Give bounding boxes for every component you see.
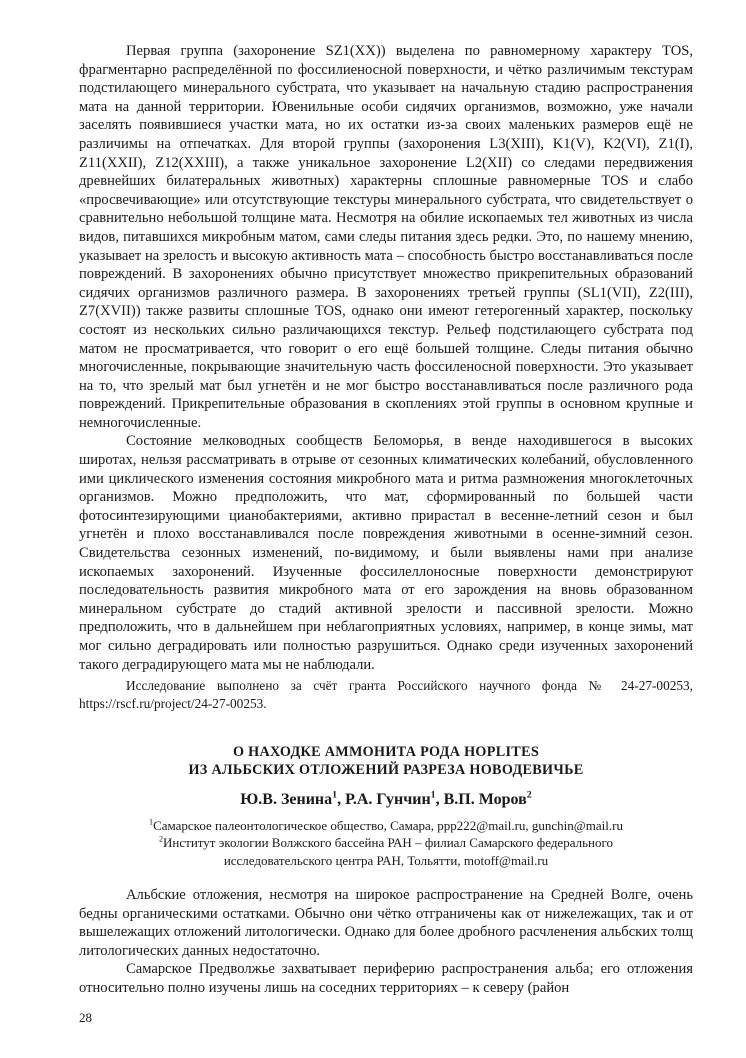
article-title-line-2: ИЗ АЛЬБСКИХ ОТЛОЖЕНИЙ РАЗРЕЗА НОВОДЕВИЧЬЕ bbox=[188, 762, 584, 778]
article-paragraph: Самарское Предволжье захватывает периферию распространения альба; его отложения относительно полно изучены лишь на соседних территориях – к северу (район bbox=[79, 961, 693, 996]
author-list: Ю.В. Зенина$^1$, Р.А. Гунчин$^1$, В.П. Моров$^2$ bbox=[240, 789, 532, 808]
affiliation-2-line-2: исследовательского центра РАН, Тольятти, motoff@mail.ru bbox=[223, 852, 549, 868]
article-title-line-1: О НАХОДКЕ АММОНИТА РОДА HOPLITES bbox=[232, 744, 540, 760]
author-name: Ю.В. Зенина bbox=[240, 791, 333, 808]
page-number: 28 bbox=[79, 1010, 92, 1025]
article-body bbox=[79, 886, 693, 998]
paragraph-groups: Первая группа (захоронение SZ1(XX)) выделена по равномерному характеру TOS, фрагментарно распределённой по фоссилиеносной поверхности, и чётко различимым текстурам подстилающего минерального субстрата, что указывает на начальную стадию распространения мата на данной территории. Ювенильные особи сидячих организмов, возможно, уже начали заселять появившиеся участки мата, но их остатки из-за своих маленьких размеров ещё не различимы на отпечатках. Для второй группы (захоронения L3(XIII), K1(V), K2(VI), Z1(I), Z11(XXII), Z12(XXIII), а также уникальное захоронение L2(XII) со следами передвижения древнейших билатеральных животных) характерны сплошные равномерные TOS и слабо «просвечивающие» или отсутствующие текстуры минерального субстрата, что свидетельствует о сравнительно небольшой толщине мата. Несмотря на обилие ископаемых тел животных из числа видов, питавшихся микробным матом, сами следы питания здесь редки. Это, по нашему мнению, указывает на зрелость и высокую активность мата – способность быстро восстанавливаться после повреждений. В захоронениях обычно присутствует множество прикрепительных образований сидячих организмов различного размера. В захоронениях третьей группы (SL1(VII), Z2(III), Z7(XVII)) также развиты сплошные TOS, однако они имеют гетерогенный характер, поскольку состоят из нескольких сильно различающихся текстур. Рельеф подстилающего субстрата под матом не просматривается, что говорит о его ещё большей толщине. Следы питания обычно многочисленные, покрывающие значительную часть фоссиленосной поверхности. Это указывает на то, что зрелый мат был угнетён и не мог быстро восстанавливаться после различного рода повреждений. Прикрепительные образования в скоплениях этой группы в основном крупные и немногочисленные. bbox=[79, 43, 693, 431]
author-name: Р.А. Гунчин bbox=[345, 791, 431, 808]
affiliation-2-text-line-1: Институт экологии Волжского бассейна РАН – филиал Самарского федерального bbox=[163, 835, 613, 851]
affiliation-1-text: Самарское палеонтологическое общество, Самара, ppp222@mail.ru, gunchin@mail.ru bbox=[153, 818, 623, 833]
acknowledgement: Исследование выполнено за счёт гранта Российского научного фонда № 24-27-00253, https://rscf.ru/project/24-27-00253. bbox=[79, 678, 693, 711]
paragraph-seasonal: Состояние мелководных сообществ Беломорья, в венде находившегося в высоких широтах, нельзя рассматривать в отрыве от сезонных климатических колебаний, обусловленного ими циклического изменения состояния микробного мата и ритма размножения многоклеточных организмов. Можно предположить, что мат, сформированный по большей части фотосинтезирующими цианобактериями, активно прирастал в весенне-летний сезон и был угнетён и плохо восстанавливался после повреждения животными в осенне-зимний сезон. Свидетельства сезонных изменений, по-видимому, и были выявлены нами при анализе ископаемых захоронений. Изученные фоссилеллоносные поверхности демонстрируют последовательность развития микробного мата от его зарождения на вновь образованном минеральном субстрате до стадий активной зрелости и пассивной зрелости. Можно предположить, что в дальнейшем при неблагоприятных условиях, например, в конце зимы, мат мог сильно деградировать или полностью разрушиться. Однако среди изученных захоронений такого деградирующего мата мы не наблюдали. bbox=[79, 433, 693, 673]
article-header bbox=[79, 743, 693, 869]
top-text-block bbox=[79, 42, 693, 713]
article-paragraph: Альбские отложения, несмотря на широкое распространение на Средней Волге, очень бедны органическими остатками. Обычно они чётко отграничены как от нижележащих, так и от вышележащих отложений литологически. Однако для более дробного расчленения альбских толщ литологических данных недостаточно. bbox=[79, 887, 693, 959]
affiliation-2 bbox=[79, 834, 693, 851]
affil-sup: 1 bbox=[149, 817, 154, 827]
author-name: В.П. Моров bbox=[443, 791, 527, 808]
author-affil-sup: 2 bbox=[526, 789, 532, 801]
affiliation-1 bbox=[79, 817, 693, 834]
affil-sup: 2 bbox=[159, 835, 164, 845]
author-affil-sup: 1 bbox=[430, 789, 436, 801]
author-affil-sup: 1 bbox=[332, 789, 338, 801]
